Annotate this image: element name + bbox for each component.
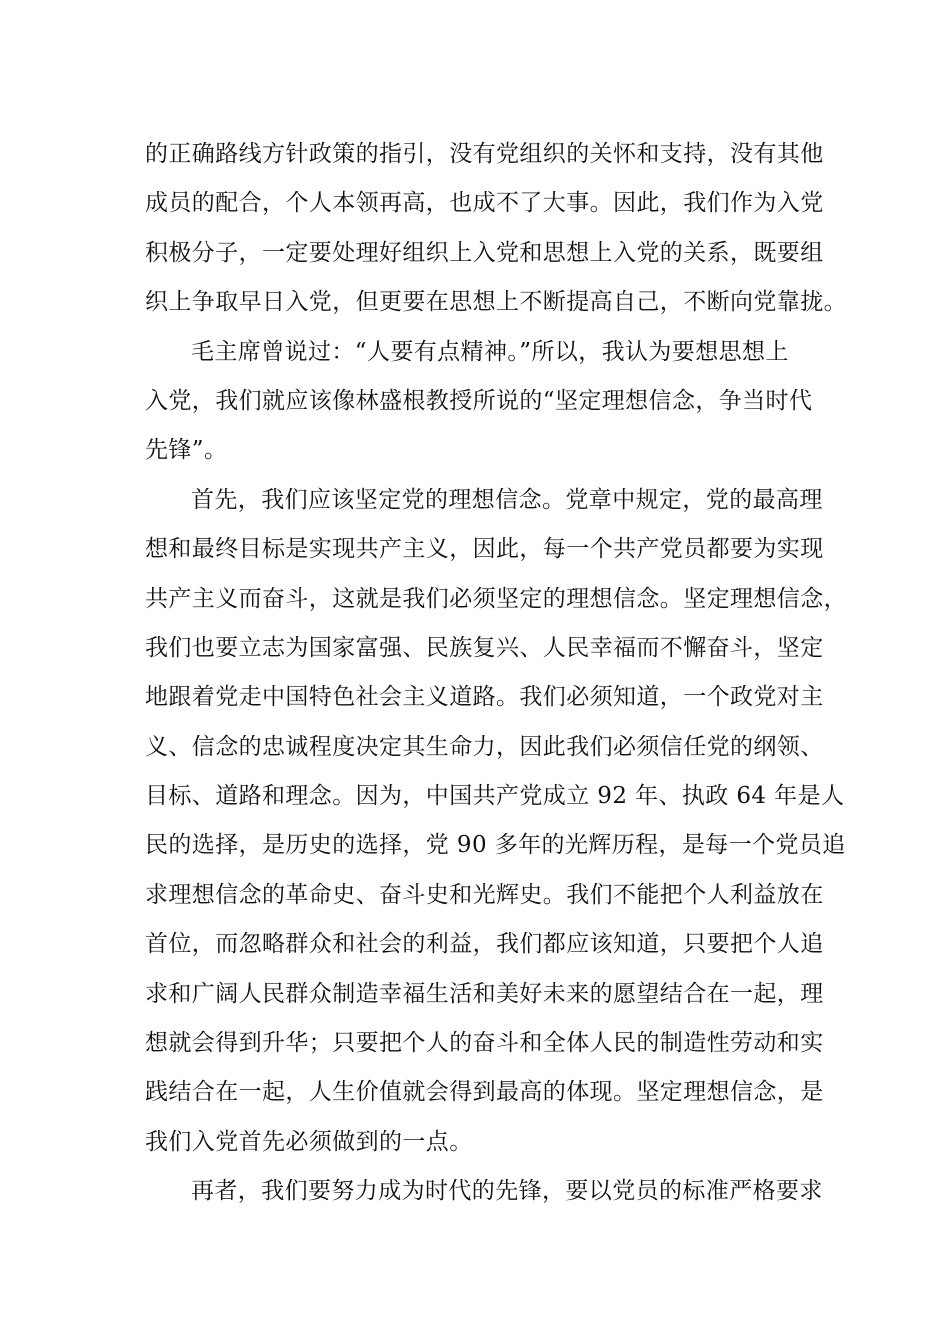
- text-line: 先锋”。: [145, 437, 228, 464]
- text-line: 践结合在一起，人生价值就会得到最高的体现。坚定理想信念，是: [145, 1079, 824, 1106]
- text-line: 织上争取早日入党，但更要在思想上不断提高自己，不断向党靠拢。: [145, 289, 847, 316]
- body-text: [145, 130, 847, 1217]
- text-line: 想就会得到升华；只要把个人的奋斗和全体人民的制造性劳动和实: [145, 1030, 824, 1057]
- paragraph-first-line: 首先，我们应该坚定党的理想信念。党章中规定，党的最高理: [191, 486, 823, 513]
- text-line: 首位，而忽略群众和社会的利益，我们都应该知道，只要把个人追: [145, 931, 824, 958]
- paragraph-first-line: 毛主席曾说过：“人要有点精神。”所以，我认为要想思想上: [191, 338, 789, 365]
- text-line: 想和最终目标是实现共产主义，因此，每一个共产党员都要为实现: [145, 536, 824, 563]
- text-line: 入党，我们就应该像林盛根教授所说的“坚定理想信念，争当时代: [145, 387, 813, 414]
- text-line: 成员的配合，个人本领再高，也成不了大事。因此，我们作为入党: [145, 190, 824, 217]
- paragraph-first-line: 再者，我们要努力成为时代的先锋，要以党员的标准严格要求: [191, 1178, 823, 1205]
- text-line: 我们入党首先必须做到的一点。: [145, 1128, 473, 1155]
- text-line: 民的选择，是历史的选择，党 90 多年的光辉历程，是每一个党员追: [145, 832, 846, 859]
- text-line: 的正确路线方针政策的指引，没有党组织的关怀和支持，没有其他: [145, 141, 824, 167]
- text-line: 共产主义而奋斗，这就是我们必须坚定的理想信念。坚定理想信念，: [145, 585, 847, 612]
- text-line: 我们也要立志为国家富强、民族复兴、人民幸福而不懈奋斗，坚定: [145, 634, 824, 661]
- text-line: 求和广阔人民群众制造幸福生活和美好未来的愿望结合在一起，理: [145, 980, 824, 1007]
- text-line: 积极分子，一定要处理好组织上入党和思想上入党的关系，既要组: [145, 239, 824, 266]
- text-line: 义、信念的忠诚程度决定其生命力，因此我们必须信任党的纲领、: [145, 733, 824, 760]
- text-line: 地跟着党走中国特色社会主义道路。我们必须知道，一个政党对主: [145, 684, 824, 711]
- text-line: 求理想信念的革命史、奋斗史和光辉史。我们不能把个人利益放在: [145, 881, 824, 908]
- text-line: 目标、道路和理念。因为，中国共产党成立 92 年、执政 64 年是人: [145, 783, 845, 810]
